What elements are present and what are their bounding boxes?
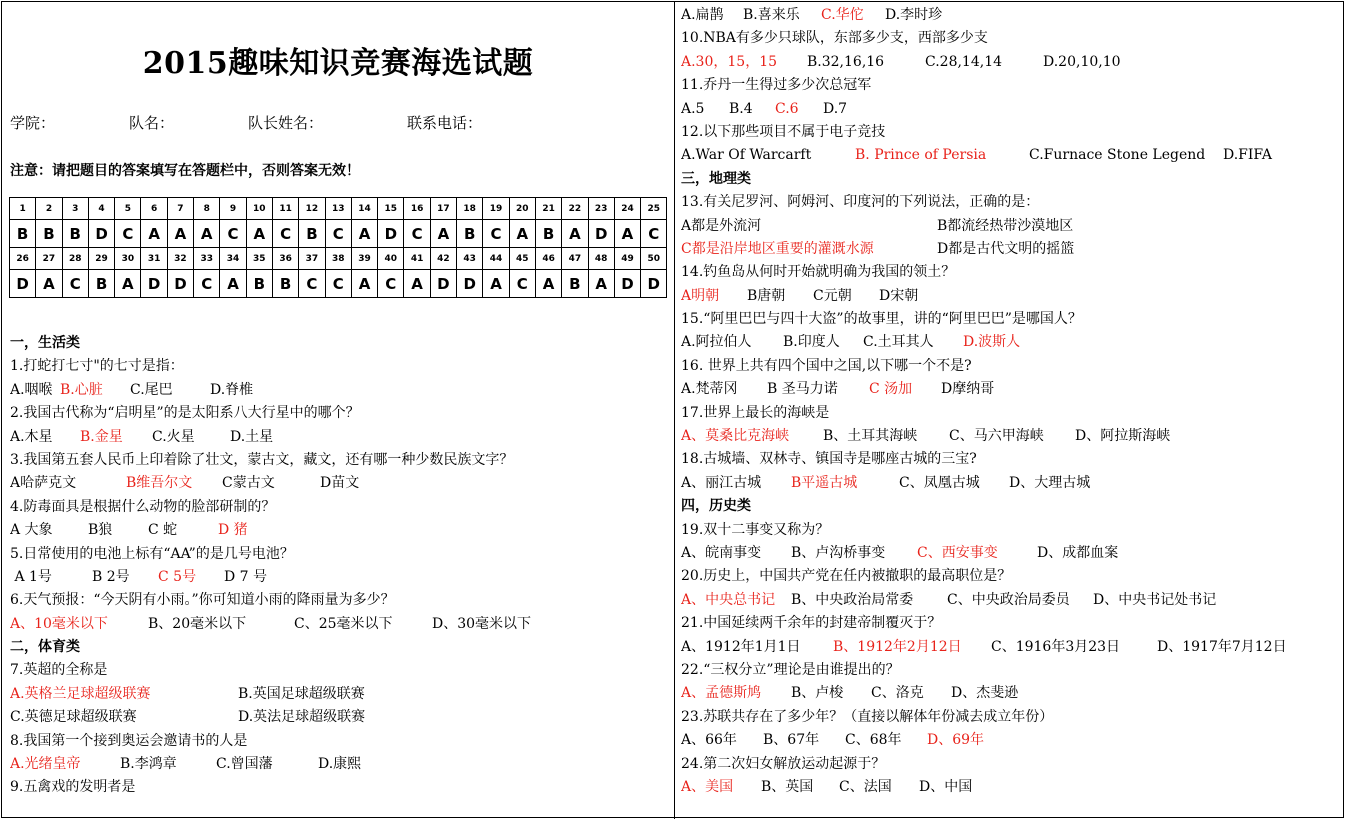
answer-number-cell: 19 [483,198,509,220]
answer-number-cell: 16 [404,198,430,220]
options-row [10,472,670,495]
answer-letter-cell[interactable]: D [641,270,667,298]
answer-number-row [10,198,667,220]
answer-number-cell: 13 [325,198,351,220]
correct-option: C.6 [775,100,799,117]
answer-letter-cell[interactable]: C [325,220,351,248]
option: D摩纳哥 [941,381,995,398]
question-text: 11.乔丹一生得过多少次总冠军 [681,77,872,94]
correct-option: B、1912年2月12日 [833,638,962,655]
option: B.4 [729,100,753,117]
option: D.7 [823,100,848,117]
option: A.扁鹊 [681,7,724,23]
answer-number-cell: 24 [614,198,640,220]
answer-number-cell: 25 [641,198,667,220]
option: D苗文 [320,475,360,492]
answer-number-cell: 47 [562,248,588,270]
answer-letter-cell[interactable]: A [588,270,614,298]
options-row [681,682,1343,705]
option: C.土耳其人 [863,334,934,351]
answer-number-cell: 50 [641,248,667,270]
notice: 注意：请把题目的答案填写在答题栏中，否则答案无效！ [10,163,360,179]
option: B.李鸿章 [120,756,177,773]
option: C元朝 [813,287,852,304]
answer-letter-cell[interactable]: A [535,270,561,298]
question-text: 12.以下那些项目不属于电子竞技 [681,123,886,140]
option: C、25毫米以下 [294,615,393,632]
answer-number-cell: 36 [272,248,298,270]
answer-letter-cell[interactable]: C [272,220,298,248]
answer-number-cell: 7 [167,198,193,220]
answer-number-cell: 2 [36,198,62,220]
answer-letter-cell[interactable]: D [10,270,36,298]
option: D都是古代文明的摇篮 [937,240,1075,257]
answer-number-cell: 23 [588,198,614,220]
option: B、英国 [761,778,814,795]
option: B都流经热带沙漠地区 [937,217,1074,234]
correct-option: C 汤加 [869,381,913,398]
correct-option: A、中央总书记 [681,591,776,608]
correct-option: A、10毫米以下 [10,615,108,632]
option: B狼 [88,522,113,539]
option: C、中央政治局委员 [947,591,1070,608]
option: A.War Of Warcarft [681,147,812,164]
question-text: 22.“三权分立”理论是由谁提出的？ [681,661,900,678]
correct-option: D.波斯人 [963,334,1021,351]
question-text: 5.日常使用的电池上标有“AA”的是几号电池？ [10,545,294,562]
answer-letter-cell[interactable]: B [299,220,325,248]
options-row [681,472,1343,495]
answer-number-cell: 14 [351,198,377,220]
option: C.火星 [152,428,195,445]
answer-number-cell: 33 [194,248,220,270]
answer-number-cell: 28 [62,248,88,270]
answer-letter-cell[interactable]: A [115,270,141,298]
question-text: 19.双十二事变又称为？ [681,521,830,538]
answer-number-row [10,248,667,270]
question-text: 1.打蛇打七寸"的七寸是指： [10,358,184,375]
team-label: 队名： [129,114,175,132]
answer-letter-cell[interactable]: A [430,220,456,248]
answer-number-cell: 27 [36,248,62,270]
answer-letter-cell[interactable]: A [351,220,377,248]
option: D、中央书记处书记 [1093,591,1217,608]
option: D 7 号 [224,568,268,585]
answer-number-cell: 21 [535,198,561,220]
answer-number-cell: 38 [325,248,351,270]
section-heading: 四，历史类 [681,498,751,515]
answer-number-cell: 8 [194,198,220,220]
option: D、成都血案 [1037,544,1119,561]
left-questions [10,332,670,800]
answer-number-cell: 49 [614,248,640,270]
option: D、30毫米以下 [432,615,532,632]
option: C蒙古文 [222,475,275,492]
answer-letter-cell[interactable]: C [325,270,351,298]
option: A.咽喉 [10,381,53,398]
question-text: 10.NBA有多少只球队，东部多少支，西部多少支 [681,30,988,47]
answer-number-cell: 11 [272,198,298,220]
question-text: 9.五禽戏的发明者是 [10,779,136,796]
column-divider [674,2,675,819]
options-row [10,706,670,729]
options-row [681,378,1343,401]
answer-number-cell: 46 [535,248,561,270]
options-row [10,566,670,589]
section-heading: 三，地理类 [681,170,751,187]
option: B、土耳其海峡 [823,428,918,445]
option: D、阿拉斯海峡 [1075,428,1171,445]
left-column [2,2,674,817]
options-row [681,215,1343,238]
option: D、1917年7月12日 [1157,638,1287,655]
options-row [681,98,1343,121]
answer-number-cell: 26 [10,248,36,270]
options-row [10,683,670,706]
option: C、洛克 [871,685,924,702]
option: D、杰斐逊 [951,685,1019,702]
option: C.Furnace Stone Legend [1029,147,1206,164]
correct-option: B维吾尔文 [126,475,193,492]
answer-letter-cell[interactable]: D [430,270,456,298]
answer-letter-cell[interactable]: D [88,220,114,248]
answer-number-cell: 6 [141,198,167,220]
correct-option: B.金星 [80,428,123,445]
option: A 大象 [10,522,53,539]
answer-letter-cell[interactable]: C [404,220,430,248]
correct-option: A.30，15，15 [681,53,778,70]
option: B.32,16,16 [807,53,885,70]
answer-table [9,197,667,298]
options-row [10,753,670,776]
answer-letter-cell[interactable]: B [562,270,588,298]
option: C、马六甲海峡 [949,428,1044,445]
correct-option: A、莫桑比克海峡 [681,428,790,445]
answer-number-cell: 29 [88,248,114,270]
answer-number-cell: 44 [483,248,509,270]
answer-number-cell: 12 [299,198,325,220]
answer-number-cell: 18 [457,198,483,220]
answer-number-cell: 4 [88,198,114,220]
question-text: 16. 世界上共有四个国中之国,以下哪一个不是? [681,357,972,374]
options-row [681,4,1343,27]
correct-option: A.光绪皇帝 [10,756,81,773]
option: D、大理古城 [1009,474,1091,491]
option: A、皖南事变 [681,544,762,561]
correct-option: D、69年 [927,732,985,749]
answer-number-cell: 34 [220,248,246,270]
question-text: 6.天气预报：“今天阴有小雨。”你可知道小雨的降雨量为多少？ [10,592,395,609]
answer-letter-cell[interactable]: B [62,220,88,248]
answer-letter-cell[interactable]: C [62,270,88,298]
option: B.喜来乐 [743,7,800,23]
answer-number-cell: 35 [246,248,272,270]
option: A.梵蒂冈 [681,381,738,398]
question-text: 20.历史上，中国共产党在任内被撤职的最高职位是？ [681,568,1012,585]
options-row [681,425,1343,448]
answer-letter-cell[interactable]: B [272,270,298,298]
options-row [681,729,1343,752]
exam-page [1,1,1344,818]
answer-letter-cell[interactable]: A [614,220,640,248]
option: C.尾巴 [130,381,173,398]
answer-letter-cell[interactable]: A [36,270,62,298]
answer-letter-row [10,270,667,298]
correct-option: A、孟德斯鸠 [681,685,762,702]
question-text: 8.我国第一个接到奥运会邀请书的人是 [10,732,248,749]
option: B、中央政治局常委 [791,591,914,608]
option: B 圣马力诺 [767,381,838,398]
answer-letter-cell[interactable]: A [141,220,167,248]
answer-number-cell: 1 [10,198,36,220]
answer-number-cell: 17 [430,198,456,220]
answer-letter-cell[interactable]: C [115,220,141,248]
option: B、67年 [763,732,820,749]
option: C、68年 [845,732,902,749]
option: C、法国 [839,778,892,795]
answer-letter-cell[interactable]: D [141,270,167,298]
answer-number-cell: 3 [62,198,88,220]
option: B.印度人 [783,334,840,351]
options-row [681,51,1343,74]
question-text: 23.苏联共存在了多少年？（直接以解体年份减去成立年份） [681,708,1054,725]
options-row [681,636,1343,659]
question-text: 2.我国古代称为“启明星”的是太阳系八大行星中的哪个？ [10,405,360,422]
answer-letter-cell[interactable]: B [535,220,561,248]
answer-number-cell: 22 [562,198,588,220]
captain-label: 队长姓名： [248,114,324,132]
options-row [681,331,1343,354]
answer-letter-cell[interactable]: A [404,270,430,298]
options-row [681,238,1343,261]
answer-letter-cell[interactable]: A [194,220,220,248]
answer-letter-cell[interactable]: B [36,220,62,248]
option: D、中国 [919,778,973,795]
answer-letter-cell[interactable]: A [509,220,535,248]
question-text: 24.第二次妇女解放运动起源于？ [681,755,886,772]
options-row [681,776,1343,799]
correct-option: B平遥古城 [791,474,858,491]
answer-number-cell: 39 [351,248,377,270]
answer-number-cell: 43 [457,248,483,270]
question-text: 18.古城墙、双林寺、镇国寺是哪座古城的三宝? [681,451,977,468]
answer-number-cell: 30 [115,248,141,270]
options-row [681,144,1343,167]
answer-letter-cell[interactable]: C [299,270,325,298]
option: A哈萨克文 [10,475,77,492]
answer-letter-cell[interactable]: D [588,220,614,248]
answer-letter-cell[interactable]: D [378,220,404,248]
option: D.FIFA [1223,147,1273,164]
answer-number-cell: 40 [378,248,404,270]
answer-letter-cell[interactable]: C [509,270,535,298]
answer-letter-cell[interactable]: D [167,270,193,298]
option: C、凤凰古城 [899,474,980,491]
correct-option: A.英格兰足球超级联赛 [10,685,151,702]
answer-number-cell: 5 [115,198,141,220]
answer-letter-row [10,220,667,248]
answer-letter-cell[interactable]: A [562,220,588,248]
option: A、1912年1月1日 [681,638,801,655]
correct-option: A明朝 [681,287,720,304]
right-questions [681,4,1343,799]
options-row [10,519,670,542]
option: D.脊椎 [210,381,254,398]
option: B、20毫米以下 [148,615,247,632]
option: A 1号 [10,568,52,585]
options-row [10,613,670,636]
answer-letter-cell[interactable]: D [614,270,640,298]
correct-option: C都是沿岸地区重要的灌溉水源 [681,240,874,257]
answer-number-cell: 15 [378,198,404,220]
answer-letter-cell[interactable]: B [88,270,114,298]
answer-letter-cell[interactable]: C [641,220,667,248]
correct-option: C 5号 [158,568,197,585]
question-text: 3.我国第五套人民币上印着除了壮文，蒙古文，藏文，还有哪一种少数民族文字？ [10,451,514,468]
answer-letter-cell[interactable]: A [351,270,377,298]
answer-number-cell: 20 [509,198,535,220]
option: D.20,10,10 [1043,53,1121,70]
option: B、卢梭 [791,685,844,702]
option: A、丽江古城 [681,474,762,491]
page-title: 2015趣味知识竞赛海选试题 [142,46,534,81]
answer-number-cell: 10 [246,198,272,220]
answer-letter-cell[interactable]: A [167,220,193,248]
answer-number-cell: 31 [141,248,167,270]
answer-letter-cell[interactable]: A [220,270,246,298]
correct-option: C、西安事变 [917,544,998,561]
answer-number-cell: 41 [404,248,430,270]
answer-number-cell: 45 [509,248,535,270]
options-row [681,589,1343,612]
option: C.28,14,14 [925,53,1003,70]
answer-letter-cell[interactable]: C [378,270,404,298]
option: D.李时珍 [885,7,943,23]
answer-number-cell: 42 [430,248,456,270]
option: C.曾国藩 [216,756,273,773]
option: A.木星 [10,428,53,445]
option: A、66年 [681,732,737,749]
question-text: 7.英超的全称是 [10,662,108,679]
options-row [681,542,1343,565]
option: A都是外流河 [681,217,762,234]
options-row [10,379,670,402]
option: D.康熙 [318,756,362,773]
answer-number-cell: 32 [167,248,193,270]
correct-option: D 猪 [218,522,248,539]
question-text: 14.钓鱼岛从何时开始就明确为我国的领土？ [681,264,956,281]
college-label: 学院： [10,114,56,132]
option: C、1916年3月23日 [991,638,1121,655]
question-text: 17.世界上最长的海峡是 [681,404,830,421]
answer-letter-cell[interactable]: A [483,270,509,298]
option: B、卢沟桥事变 [791,544,886,561]
answer-letter-cell[interactable]: C [220,220,246,248]
question-text: 13.有关尼罗河、阿姆河、印度河的下列说法，正确的是： [681,194,1040,211]
option: D.英法足球超级联赛 [238,709,366,726]
answer-letter-cell[interactable]: C [194,270,220,298]
option: D宋朝 [879,287,919,304]
question-text: 21.中国延续两千余年的封建帝制覆灭于？ [681,615,942,632]
option: B唐朝 [747,287,786,304]
answer-number-cell: 48 [588,248,614,270]
answer-number-cell: 9 [220,198,246,220]
section-heading: 二，体育类 [10,639,80,656]
option: C 蛇 [148,522,178,539]
answer-number-cell: 37 [299,248,325,270]
answer-letter-cell[interactable]: B [10,220,36,248]
answer-letter-cell[interactable]: D [457,270,483,298]
options-row [681,285,1343,308]
section-heading: 一，生活类 [10,335,80,351]
option: B 2号 [92,568,130,585]
info-row [10,112,482,133]
option: A.阿拉伯人 [681,334,752,351]
correct-option: A、美国 [681,778,734,795]
options-row [10,426,670,449]
option: D.土星 [230,428,274,445]
correct-option: B. Prince of Persia [855,147,987,164]
question-text: 4.防毒面具是根据什么动物的脸部研制的？ [10,498,276,515]
correct-option: C.华佗 [821,7,864,23]
answer-letter-cell[interactable]: C [483,220,509,248]
option: B.英国足球超级联赛 [238,685,365,702]
answer-letter-cell[interactable]: A [246,220,272,248]
answer-letter-cell[interactable]: B [246,270,272,298]
correct-option: B.心脏 [60,381,103,398]
answer-letter-cell[interactable]: B [457,220,483,248]
option: A.5 [681,100,705,117]
question-text: 15.“阿里巴巴与四十大盗”的故事里，讲的“阿里巴巴”是哪国人？ [681,311,1082,328]
option: C.英德足球超级联赛 [10,709,137,726]
phone-label: 联系电话： [407,114,483,132]
